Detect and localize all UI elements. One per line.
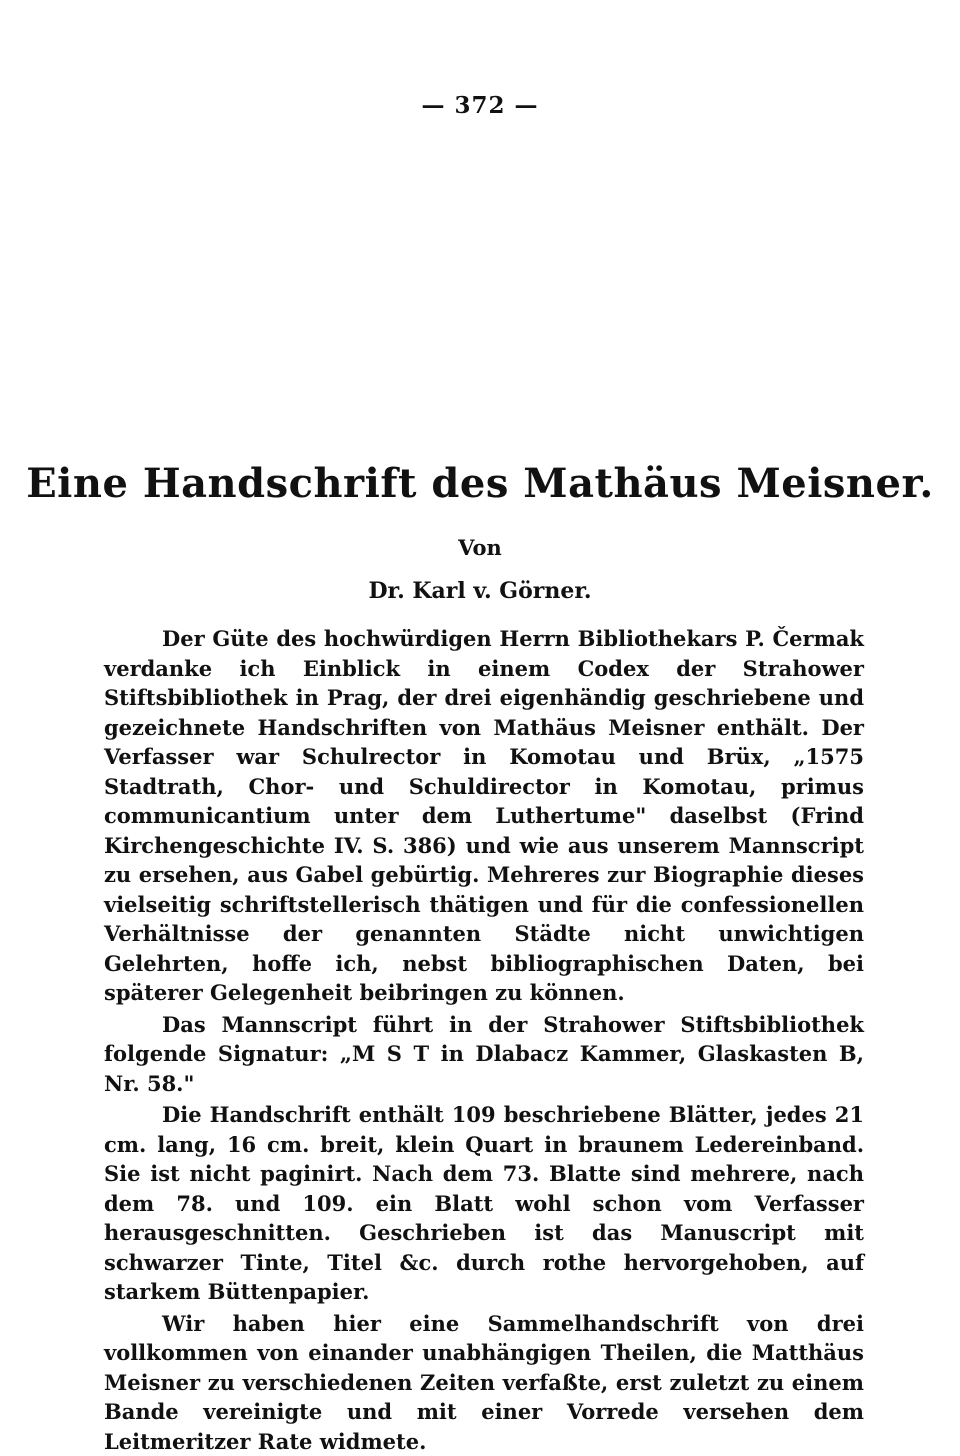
article-title: Eine Handschrift des Mathäus Meisner. xyxy=(26,460,934,507)
paragraph-3: Die Handschrift enthält 109 beschriebene Blätter, jedes 21 cm. lang, 16 cm. breit, klein Quart in braunem Ledereinband. Sie ist nicht paginirt. Nach dem 73. Blatte sind mehrere, nach dem 78. und 109. ein Blatt wohl schon vom Verfasser herausgeschnitten. Geschrieben ist das Manuscript mit schwarzer Tinte, Titel &c. durch rothe hervorgehoben, auf starkem Büttenpapier. xyxy=(104,1102,864,1304)
author-name: Dr. Karl v. Görner. xyxy=(368,578,592,604)
article-body xyxy=(104,624,864,1456)
byline-prefix: Von xyxy=(458,535,502,560)
page-number: — 372 — xyxy=(421,92,539,119)
paragraph-4: Wir haben hier eine Sammelhandschrift von drei vollkommen von einander unabhängigen Theilen, die Matthäus Meisner zu verschiedenen Zeiten verfaßte, erst zuletzt zu einem Bande vereinigte und mit einer Vorrede versehen dem Leitmeritzer Rate widmete. xyxy=(104,1310,864,1454)
paragraph-2: Das Mannscript führt in der Strahower Stiftsbibliothek folgende Signatur: „M S T in Dlabacz Kammer, Glaskasten B, Nr. 58." xyxy=(104,1011,864,1096)
paragraph-1: Der Güte des hochwürdigen Herrn Bibliothekars P. Čermak verdanke ich Einblick in einem Codex der Strahower Stiftsbibliothek in Prag, der drei eigenhändig geschriebene und gezeichnete Handschriften von Mathäus Meisner enthält. Der Verfasser war Schulrector in Komotau und Brüx, „1575 Stadtrath, Chor- und Schuldirector in Komotau, primus communicantium unter dem Luthertume" daselbst (Frind Kirchengeschichte IV. S. 386) und wie aus unserem Mannscript zu ersehen, aus Gabel gebürtig. Mehreres zur Biographie dieses vielseitig schriftstellerisch thätigen und für die confessionellen Verhältnisse der genannten Städte nicht unwichtigen Gelehrten, hoffe ich, nebst bibliographischen Daten, bei späterer Gelegenheit beibringen zu können. xyxy=(104,626,864,1005)
